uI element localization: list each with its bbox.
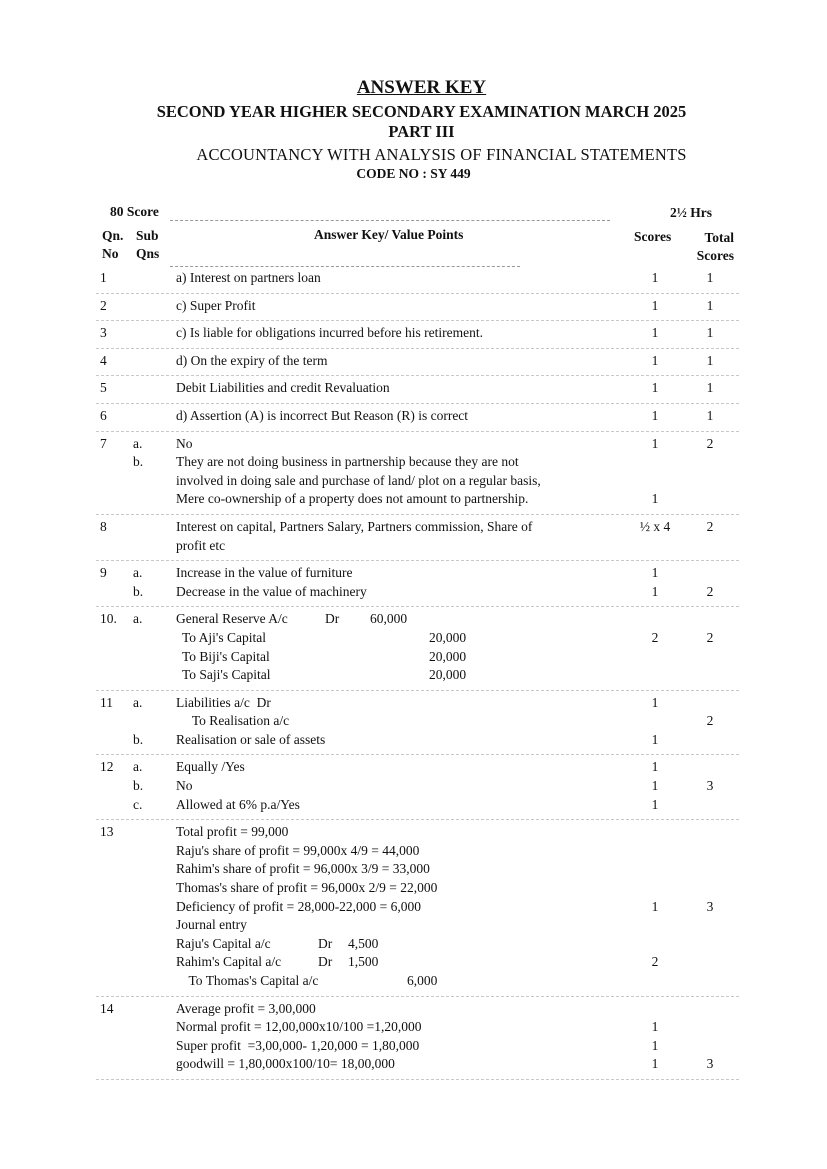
table-row [96, 266, 739, 294]
answer-text: Interest on capital, Partners Salary, Partners commission, Share of [176, 518, 533, 534]
table-row [96, 349, 739, 377]
answer-text: No [176, 435, 193, 451]
sub-question: a. [133, 611, 143, 627]
answer-text: To Aji's Capital [182, 629, 266, 645]
answer-line [96, 731, 739, 750]
question-number: 14 [100, 1000, 114, 1016]
answer-line [96, 1037, 739, 1056]
score: 1 [651, 491, 659, 507]
answer-text: Debit Liabilities and credit Revaluation [176, 380, 390, 396]
answer-line [96, 435, 739, 454]
total-score: 1 [706, 352, 714, 368]
total-score: 2 [706, 583, 714, 599]
table-row [96, 432, 739, 515]
score: 1 [651, 1056, 659, 1072]
answer-text: d) On the expiry of the term [176, 352, 328, 368]
answer-line [96, 777, 739, 796]
debit-label: Dr [318, 935, 333, 951]
sub-question: b. [133, 731, 144, 747]
answer-line [96, 629, 739, 648]
header-scores: Scores [634, 229, 672, 244]
answer-line [96, 297, 739, 316]
document-title: ANSWER KEY [356, 77, 487, 98]
answer-text: To Thomas's Capital a/c [182, 973, 319, 988]
exam-code: CODE NO : SY 449 [356, 166, 471, 181]
answer-line [96, 823, 739, 842]
answer-text: Deficiency of profit = 28,000-22,000 = 6,000 [176, 898, 422, 914]
divider [170, 220, 610, 221]
answer-line [96, 935, 739, 954]
answer-line [96, 324, 739, 343]
header-answer-key: Answer Key/ Value Points [314, 227, 464, 242]
answer-line [96, 916, 739, 935]
answer-text: To Biji's Capital [182, 648, 270, 664]
question-number: 3 [100, 325, 107, 341]
sub-question: c. [133, 796, 143, 812]
answer-line [96, 610, 739, 629]
answer-line [96, 972, 739, 991]
answer-line [96, 537, 739, 556]
answer-line [96, 860, 739, 879]
answer-text: Total profit = 99,000 [176, 824, 289, 840]
answer-line [96, 648, 739, 667]
answer-text: involved in doing sale and purchase of land/ plot on a regular basis, [176, 472, 541, 488]
score: 2 [651, 629, 659, 645]
score: 1 [651, 325, 659, 341]
table-row [96, 404, 739, 432]
exam-name: SECOND YEAR HIGHER SECONDARY EXAMINATION MARCH 2025 [156, 102, 687, 121]
score: ½ x 4 [639, 518, 671, 534]
answer-text: c) Is liable for obligations incurred before his retirement. [176, 325, 484, 341]
answer-line [96, 898, 739, 917]
table-row [96, 376, 739, 404]
debit-label: Dr [318, 954, 333, 970]
answer-text: Liabilities a/c Dr [176, 694, 271, 710]
total-score: 3 [706, 1056, 714, 1072]
answer-text: General Reserve A/c [176, 611, 288, 627]
answer-line [96, 518, 739, 537]
duration: 2½ Hrs [670, 205, 712, 220]
table-row [96, 515, 739, 561]
debit-amount: 4,500 [348, 935, 379, 951]
score: 1 [651, 898, 659, 914]
answer-text: Thomas's share of profit = 96,000x 2/9 = 22,000 [176, 880, 438, 896]
question-number: 11 [100, 694, 113, 710]
answer-text: To Saji's Capital [182, 667, 271, 683]
score: 1 [651, 380, 659, 396]
score: 1 [651, 270, 659, 285]
score: 1 [651, 565, 659, 581]
table-row [96, 561, 739, 607]
max-score: 80 Score [110, 204, 159, 219]
answer-line [96, 352, 739, 371]
sub-question: a. [133, 759, 143, 775]
debit-amount: 1,500 [348, 954, 379, 970]
answer-text: a) Interest on partners loan [176, 270, 321, 285]
answer-text: Rahim's share of profit = 96,000x 3/9 = 33,000 [176, 861, 430, 877]
answer-text: Journal entry [176, 917, 247, 933]
score: 1 [651, 1019, 659, 1035]
question-number: 5 [100, 380, 107, 396]
total-score: 1 [706, 407, 714, 423]
score: 1 [651, 796, 659, 812]
exam-part: PART III [388, 122, 455, 141]
sub-question: a. [133, 694, 143, 710]
answer-line [96, 407, 739, 426]
total-score: 3 [706, 778, 714, 794]
answer-text: Raju's share of profit = 99,000x 4/9 = 44,000 [176, 842, 420, 858]
answer-line [96, 879, 739, 898]
answer-text: Increase in the value of furniture [176, 565, 353, 581]
total-score: 1 [706, 297, 714, 313]
answer-line [96, 758, 739, 777]
score: 1 [651, 759, 659, 775]
debit-label: Dr [325, 611, 340, 627]
answer-line [96, 796, 739, 815]
total-score: 3 [706, 898, 714, 914]
answer-text: Allowed at 6% p.a/Yes [176, 796, 300, 812]
answer-text: Raju's Capital a/c [176, 935, 271, 951]
debit-amount: 60,000 [370, 611, 408, 627]
question-number: 7 [100, 435, 107, 451]
credit-amount: 20,000 [429, 667, 467, 683]
table-row [96, 294, 739, 322]
answer-line [96, 666, 739, 685]
question-number: 10. [100, 611, 117, 627]
answer-text: Average profit = 3,00,000 [176, 1000, 316, 1016]
question-number: 4 [100, 352, 107, 368]
total-score: 1 [706, 270, 714, 285]
total-score: 2 [706, 629, 714, 645]
answer-text: They are not doing business in partnership because they are not [176, 454, 519, 470]
answer-line [96, 490, 739, 509]
question-number: 13 [100, 824, 114, 840]
question-number: 12 [100, 759, 114, 775]
score: 1 [651, 731, 659, 747]
answer-text: goodwill = 1,80,000x100/10= 18,00,000 [176, 1056, 395, 1072]
header-sub: Sub Qns [136, 228, 160, 261]
total-score: 1 [706, 380, 714, 396]
question-number: 6 [100, 407, 107, 423]
answer-text: To Realisation a/c [182, 713, 290, 729]
score: 1 [651, 435, 659, 451]
answer-line [96, 1000, 739, 1019]
question-number: 2 [100, 297, 107, 313]
total-score: 2 [706, 518, 714, 534]
table-row [96, 755, 739, 820]
answer-line [96, 453, 739, 472]
table-row [96, 321, 739, 349]
answer-line [96, 842, 739, 861]
table-row [96, 607, 739, 690]
score: 1 [651, 583, 659, 599]
answer-table [0, 266, 827, 1080]
answer-text: Realisation or sale of assets [176, 731, 326, 747]
answer-text: No [176, 778, 193, 794]
total-score: 2 [706, 435, 714, 451]
answer-text: Rahim's Capital a/c [176, 954, 282, 970]
question-number: 1 [100, 270, 107, 285]
answer-line [96, 564, 739, 583]
sub-question: a. [133, 435, 143, 451]
answer-text: d) Assertion (A) is incorrect But Reason (R) is correct [176, 407, 469, 423]
sub-question: b. [133, 583, 144, 599]
question-number: 9 [100, 565, 107, 581]
sub-question: b. [133, 778, 144, 794]
total-score: 2 [706, 713, 714, 729]
answer-text: c) Super Profit [176, 297, 256, 313]
answer-line [96, 583, 739, 602]
answer-line [96, 269, 739, 288]
table-row [96, 820, 739, 996]
answer-text: Mere co-ownership of a property does not amount to partnership. [176, 491, 529, 507]
score: 1 [651, 297, 659, 313]
credit-amount: 6,000 [407, 973, 438, 988]
score: 1 [651, 1037, 659, 1053]
answer-line [96, 953, 739, 972]
answer-text: Super profit =3,00,000- 1,20,000 = 1,80,000 [176, 1037, 420, 1053]
answer-text: Decrease in the value of machinery [176, 583, 367, 599]
answer-line [96, 1055, 739, 1074]
answer-line [96, 694, 739, 713]
table-row [96, 997, 739, 1080]
answer-line [96, 1018, 739, 1037]
score: 1 [651, 778, 659, 794]
answer-text: Equally /Yes [176, 759, 245, 775]
answer-text: profit etc [176, 537, 226, 553]
score: 1 [651, 407, 659, 423]
credit-amount: 20,000 [429, 648, 467, 664]
answer-line [96, 472, 739, 491]
sub-question: a. [133, 565, 143, 581]
answer-text: Normal profit = 12,00,000x10/100 =1,20,000 [176, 1019, 422, 1035]
table-row [96, 691, 739, 756]
header-total-scores: Total Scores [696, 230, 734, 263]
score: 1 [651, 352, 659, 368]
credit-amount: 20,000 [429, 629, 467, 645]
subject-name: ACCOUNTANCY WITH ANALYSIS OF FINANCIAL STATEMENTS [196, 145, 687, 164]
answer-line [96, 712, 739, 731]
score: 1 [651, 694, 659, 710]
question-number: 8 [100, 518, 107, 534]
total-score: 1 [706, 325, 714, 341]
score: 2 [651, 954, 659, 970]
answer-line [96, 379, 739, 398]
header-qno: Qn. No [102, 228, 124, 261]
sub-question: b. [133, 454, 144, 470]
